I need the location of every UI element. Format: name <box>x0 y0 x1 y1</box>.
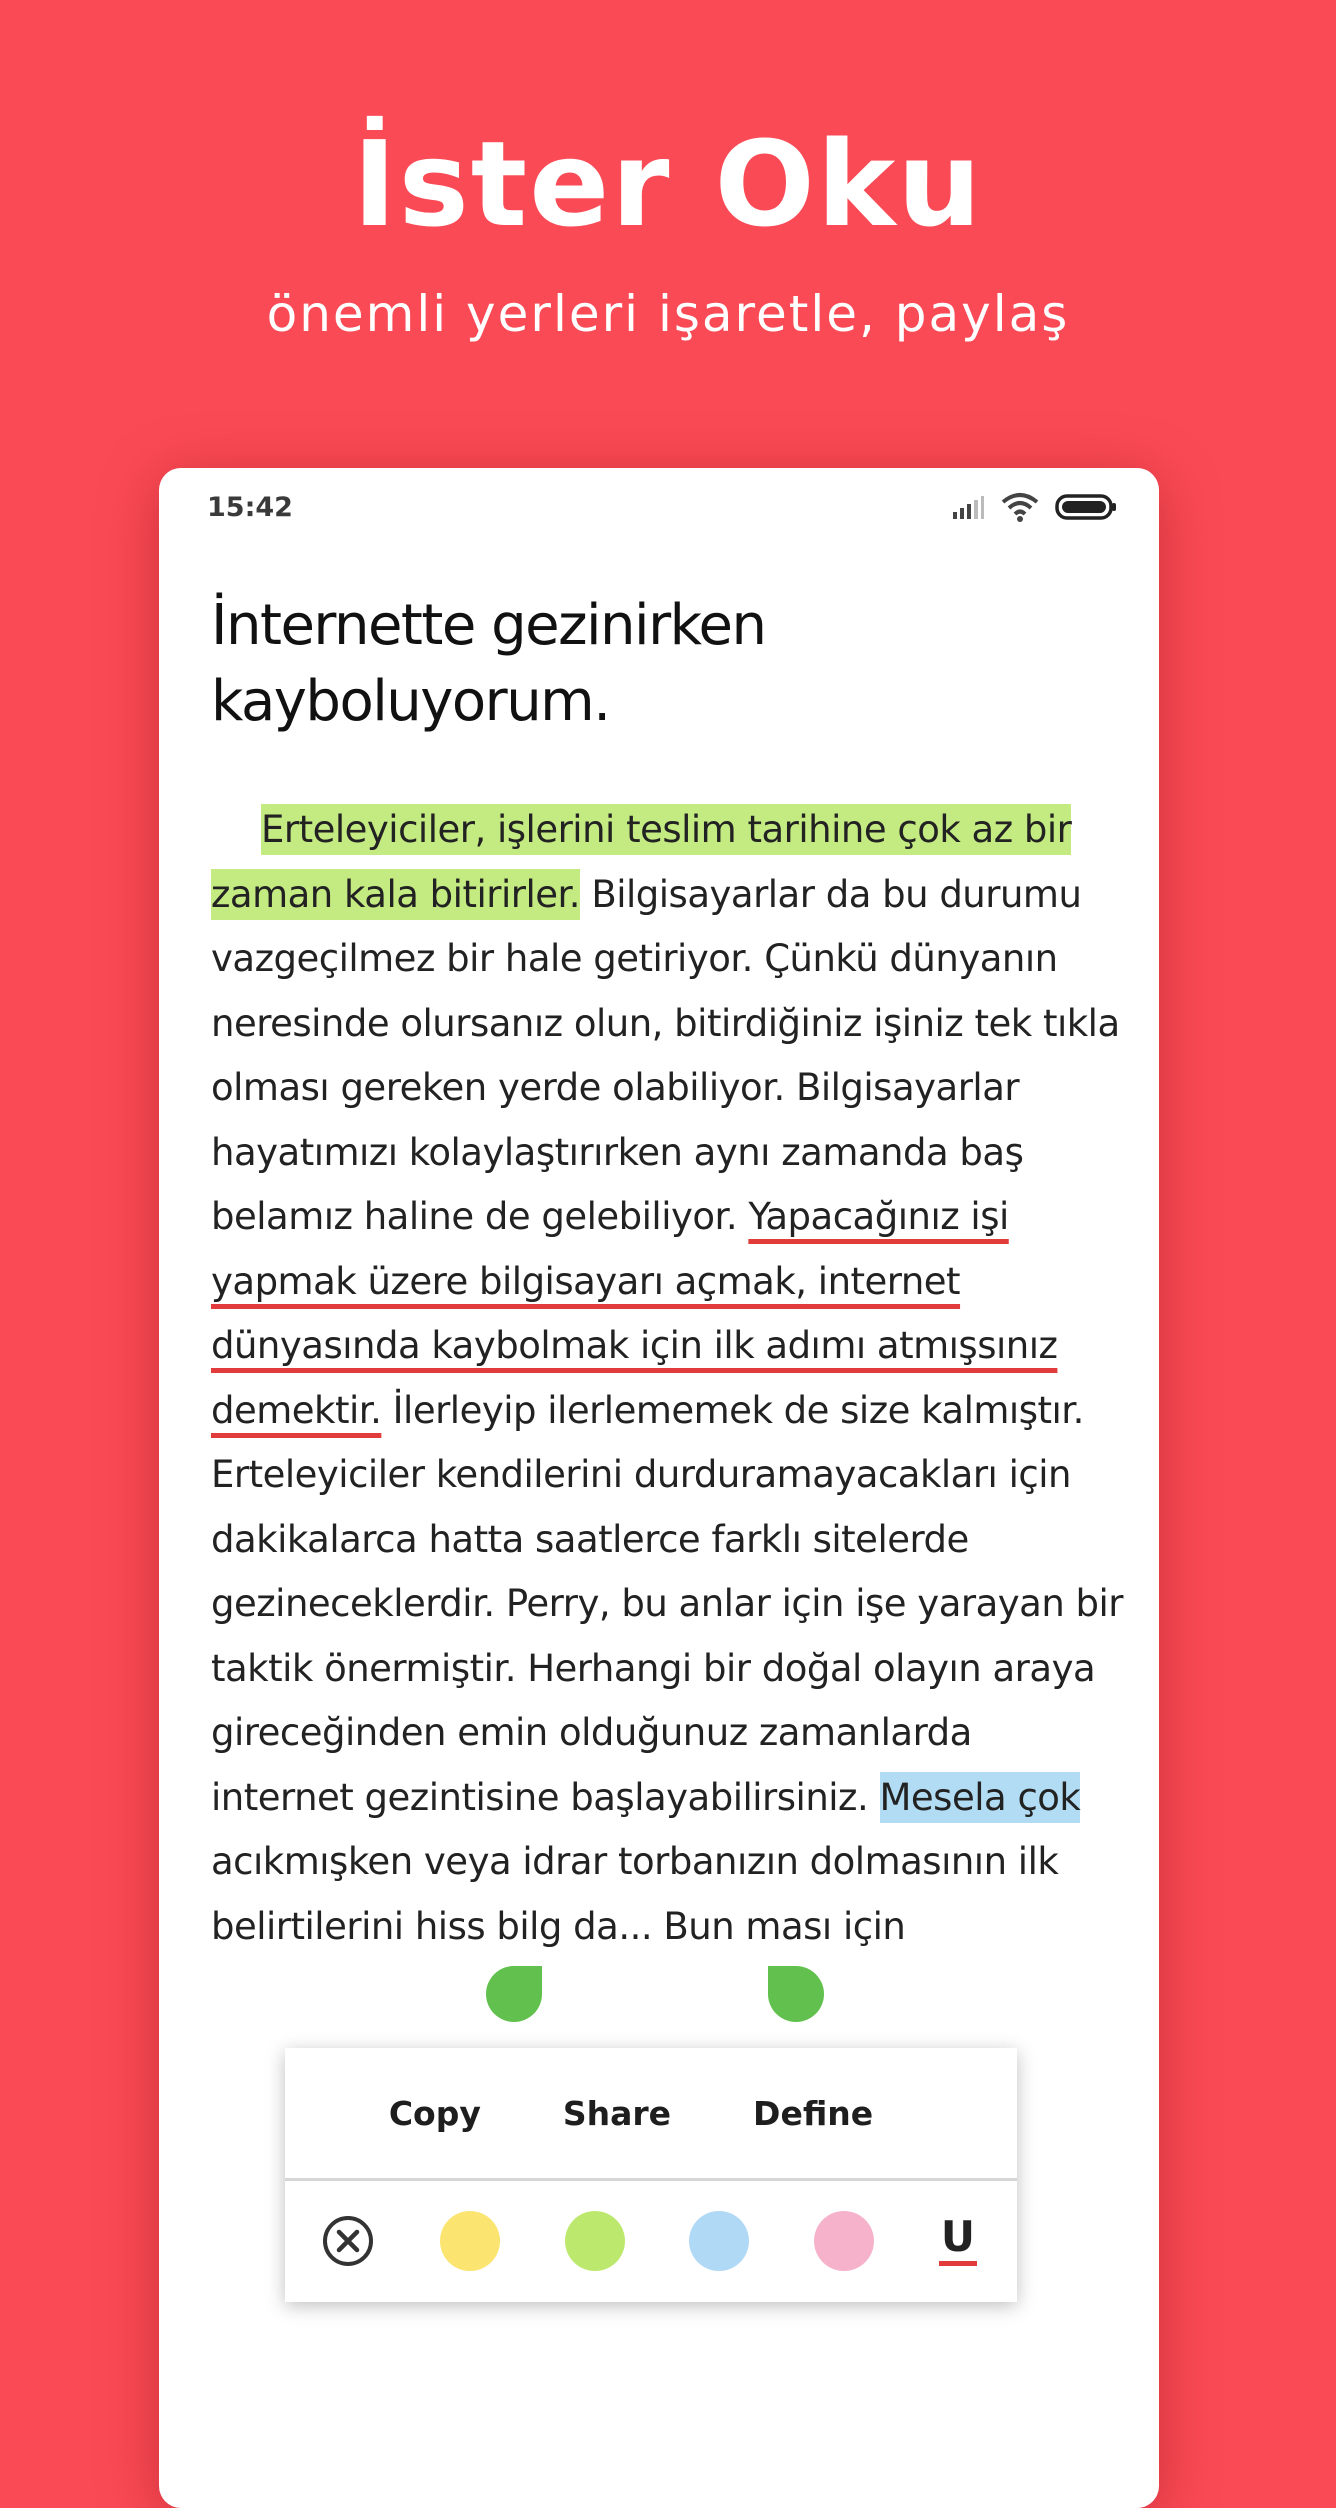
share-button[interactable]: Share <box>562 2093 672 2133</box>
pink-highlight-button[interactable] <box>814 2211 874 2271</box>
green-highlight[interactable]: Erteleyiciler, işlerini teslim tarihine çok az bir zaman kala bitirirler. <box>211 804 1071 920</box>
status-bar <box>159 468 1159 548</box>
body-text: acıkmışken veya idrar torbanızın dolmasının ilk belirtilerini hiss bilg da... Bun ması için <box>211 1840 1059 1948</box>
selected-text[interactable]: Mesela çok <box>880 1772 1081 1823</box>
wifi-icon <box>1001 492 1039 526</box>
underline-icon: U <box>939 2217 977 2266</box>
selection-handle-start[interactable] <box>486 1966 542 2022</box>
signal-icon <box>951 494 985 524</box>
underline-button[interactable] <box>939 2211 977 2266</box>
popup-tools <box>285 2181 1017 2301</box>
close-circle-icon[interactable] <box>321 2214 375 2268</box>
article <box>211 588 1131 1959</box>
define-button[interactable]: Define <box>753 2093 874 2133</box>
status-time: 15:42 <box>207 492 293 523</box>
selection-handle-end[interactable] <box>768 1966 824 2022</box>
promo-title: İster Oku <box>352 115 984 253</box>
status-icons <box>951 492 1117 526</box>
copy-button[interactable]: Copy <box>388 2093 481 2133</box>
selection-popup <box>285 2048 1017 2302</box>
article-title: İnternette gezinirken kayboluyorum. <box>211 593 766 734</box>
red-underline[interactable]: Yapacağınız işi yapmak üzere bilgisayarı açmak, internet dünyasında kaybolmak için ilk adımı atmışsınız demektir. <box>211 1195 1058 1432</box>
yellow-highlight-button[interactable] <box>440 2211 500 2271</box>
blue-highlight-button[interactable] <box>689 2211 749 2271</box>
promo-subtitle: önemli yerleri işaretle, paylaş <box>266 285 1070 343</box>
battery-icon <box>1055 493 1117 525</box>
body-text: Bilgisayarlar da bu durumu vazgeçilmez bir hale getiriyor. Çünkü dünyanın neresinde olursanız olun, bitirdiğiniz işiniz tek tıkla olması gereken yerde olabiliyor. Bilgisayarlar hayatımızı kolaylaştırırken aynı zamanda baş belamız haline de gelebiliyor. <box>211 872 1120 1238</box>
popup-actions <box>285 2048 1017 2181</box>
phone-screen <box>159 468 1159 2508</box>
body-text: İlerleyip ilerlememek de size kalmıştır. Erteleyiciler kendilerini durduramayacakları için dakikalarca hatta saatlerce farklı sitelerde gezineceklerdir. Perry, bu anlar için işe yarayan bir taktik önermiştir. Herhangi bir doğal olayın araya gireceğinden emin olduğunuz zamanlarda internet gezintisine başlayabilirsiniz. <box>211 1388 1124 1819</box>
green-highlight-button[interactable] <box>565 2211 625 2271</box>
article-body <box>211 798 1123 1959</box>
